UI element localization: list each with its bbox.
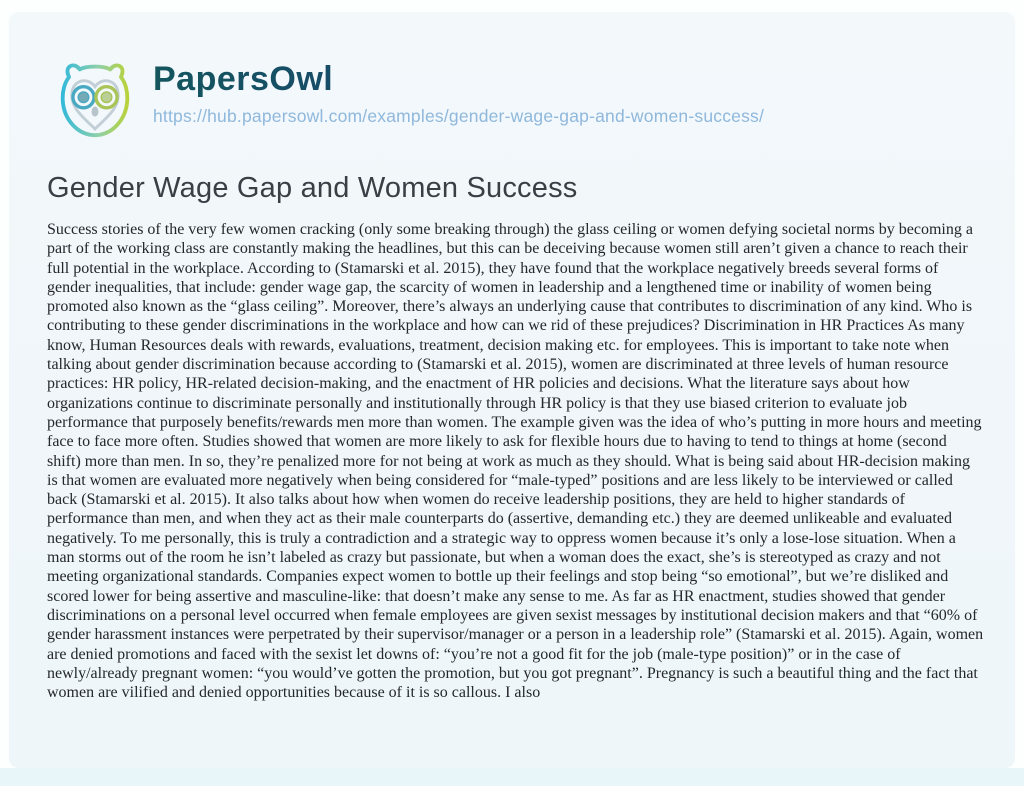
page-title: Gender Wage Gap and Women Success — [47, 172, 578, 204]
essay-body-text: Success stories of the very few women cracking (only some breaking through) the glass ceiling or women defying societal norms by becoming a part of the working class are constantly making the headlines, but this can be deceiving because women still aren’t given a chance to reach their full potential in the workplace. According to (Stamarski et al. 2015), they have found that the workplace negatively breeds several forms of gender inequalities, that include: gender wage gap, the scarcity of women in leadership and a lengthened time or inability of women being promoted also known as the “glass ceiling”. Moreover, there’s always an underlying cause that contributes to discrimination of any kind. Who is contributing to these gender discriminations in the workplace and how can we rid of these prejudices? Discrimination in HR Practices As many know, Human Resources deals with rewards, evaluations, treatment, decision making etc. for employees. This is important to take note when talking about gender discrimination because according to (Stamarski et al. 2015), women are discriminated at three levels of human resource practices: HR policy, HR-related decision-making, and the enactment of HR policies and decisions. What the literature says about how organizations continue to discriminate personally and institutionally through HR policy is that they use biased criterion to evaluate job performance that purposely benefits/rewards men more than women. The example given was the idea of who’s putting in more hours and meeting face to face more often. Studies showed that women are more likely to ask for flexible hours due to having to tend to things at home (second shift) more than men. In so, they’re penalized more for not being at work as much as they should. What is being said about HR-decision making is that women are evaluated more negatively when being considered for “male-typed” positions and are less likely to be interviewed or called back (Stamarski et al. 2015). It also talks about how when women do receive leadership positions, they are held to higher standards of performance than men, and when they act as their male counterparts do (assertive, demanding etc.) they are deemed unlikeable and evaluated negatively. To me personally, this is truly a contradiction and a strategic way to oppress women because it’s only a lose-lose situation. When a man storms out of the room he isn’t labeled as crazy but passionate, but when a woman does the exact, she’s is stereotyped as crazy and not meeting organizational standards. Companies expect women to bottle up their feelings and stop being “so emotional”, but we’re disliked and scored lower for being assertive and masculine-like: that doesn’t make any sense to me. As far as HR enactment, studies showed that gender discriminations on a personal level occurred when female employees are given sexist messages by institutional decision makers and that “60% of gender harassment instances were perpetrated by their supervisor/manager or a person in a leadership role” (Stamarski et al. 2015). Again, women are denied promotions and faced with the sexist let downs of: “you’re not a good fit for the job (male-type position)” or in the case of newly/already pregnant women: “you would’ve gotten the promotion, but you got pregnant”. Pregnancy is such a beautiful thing and the fact that women are vilified and denied opportunities because of it is so callous. I also — [47, 221, 984, 702]
page-bottom-strip — [0, 768, 1024, 786]
site-header — [47, 55, 764, 151]
content-card — [9, 12, 1015, 768]
brand-block — [153, 55, 764, 127]
source-url-link[interactable]: https://hub.papersowl.com/examples/gender-wage-gap-and-women-success/ — [153, 106, 765, 127]
owl-logo-icon — [47, 55, 143, 151]
brand-title[interactable]: PapersOwl — [153, 61, 764, 98]
